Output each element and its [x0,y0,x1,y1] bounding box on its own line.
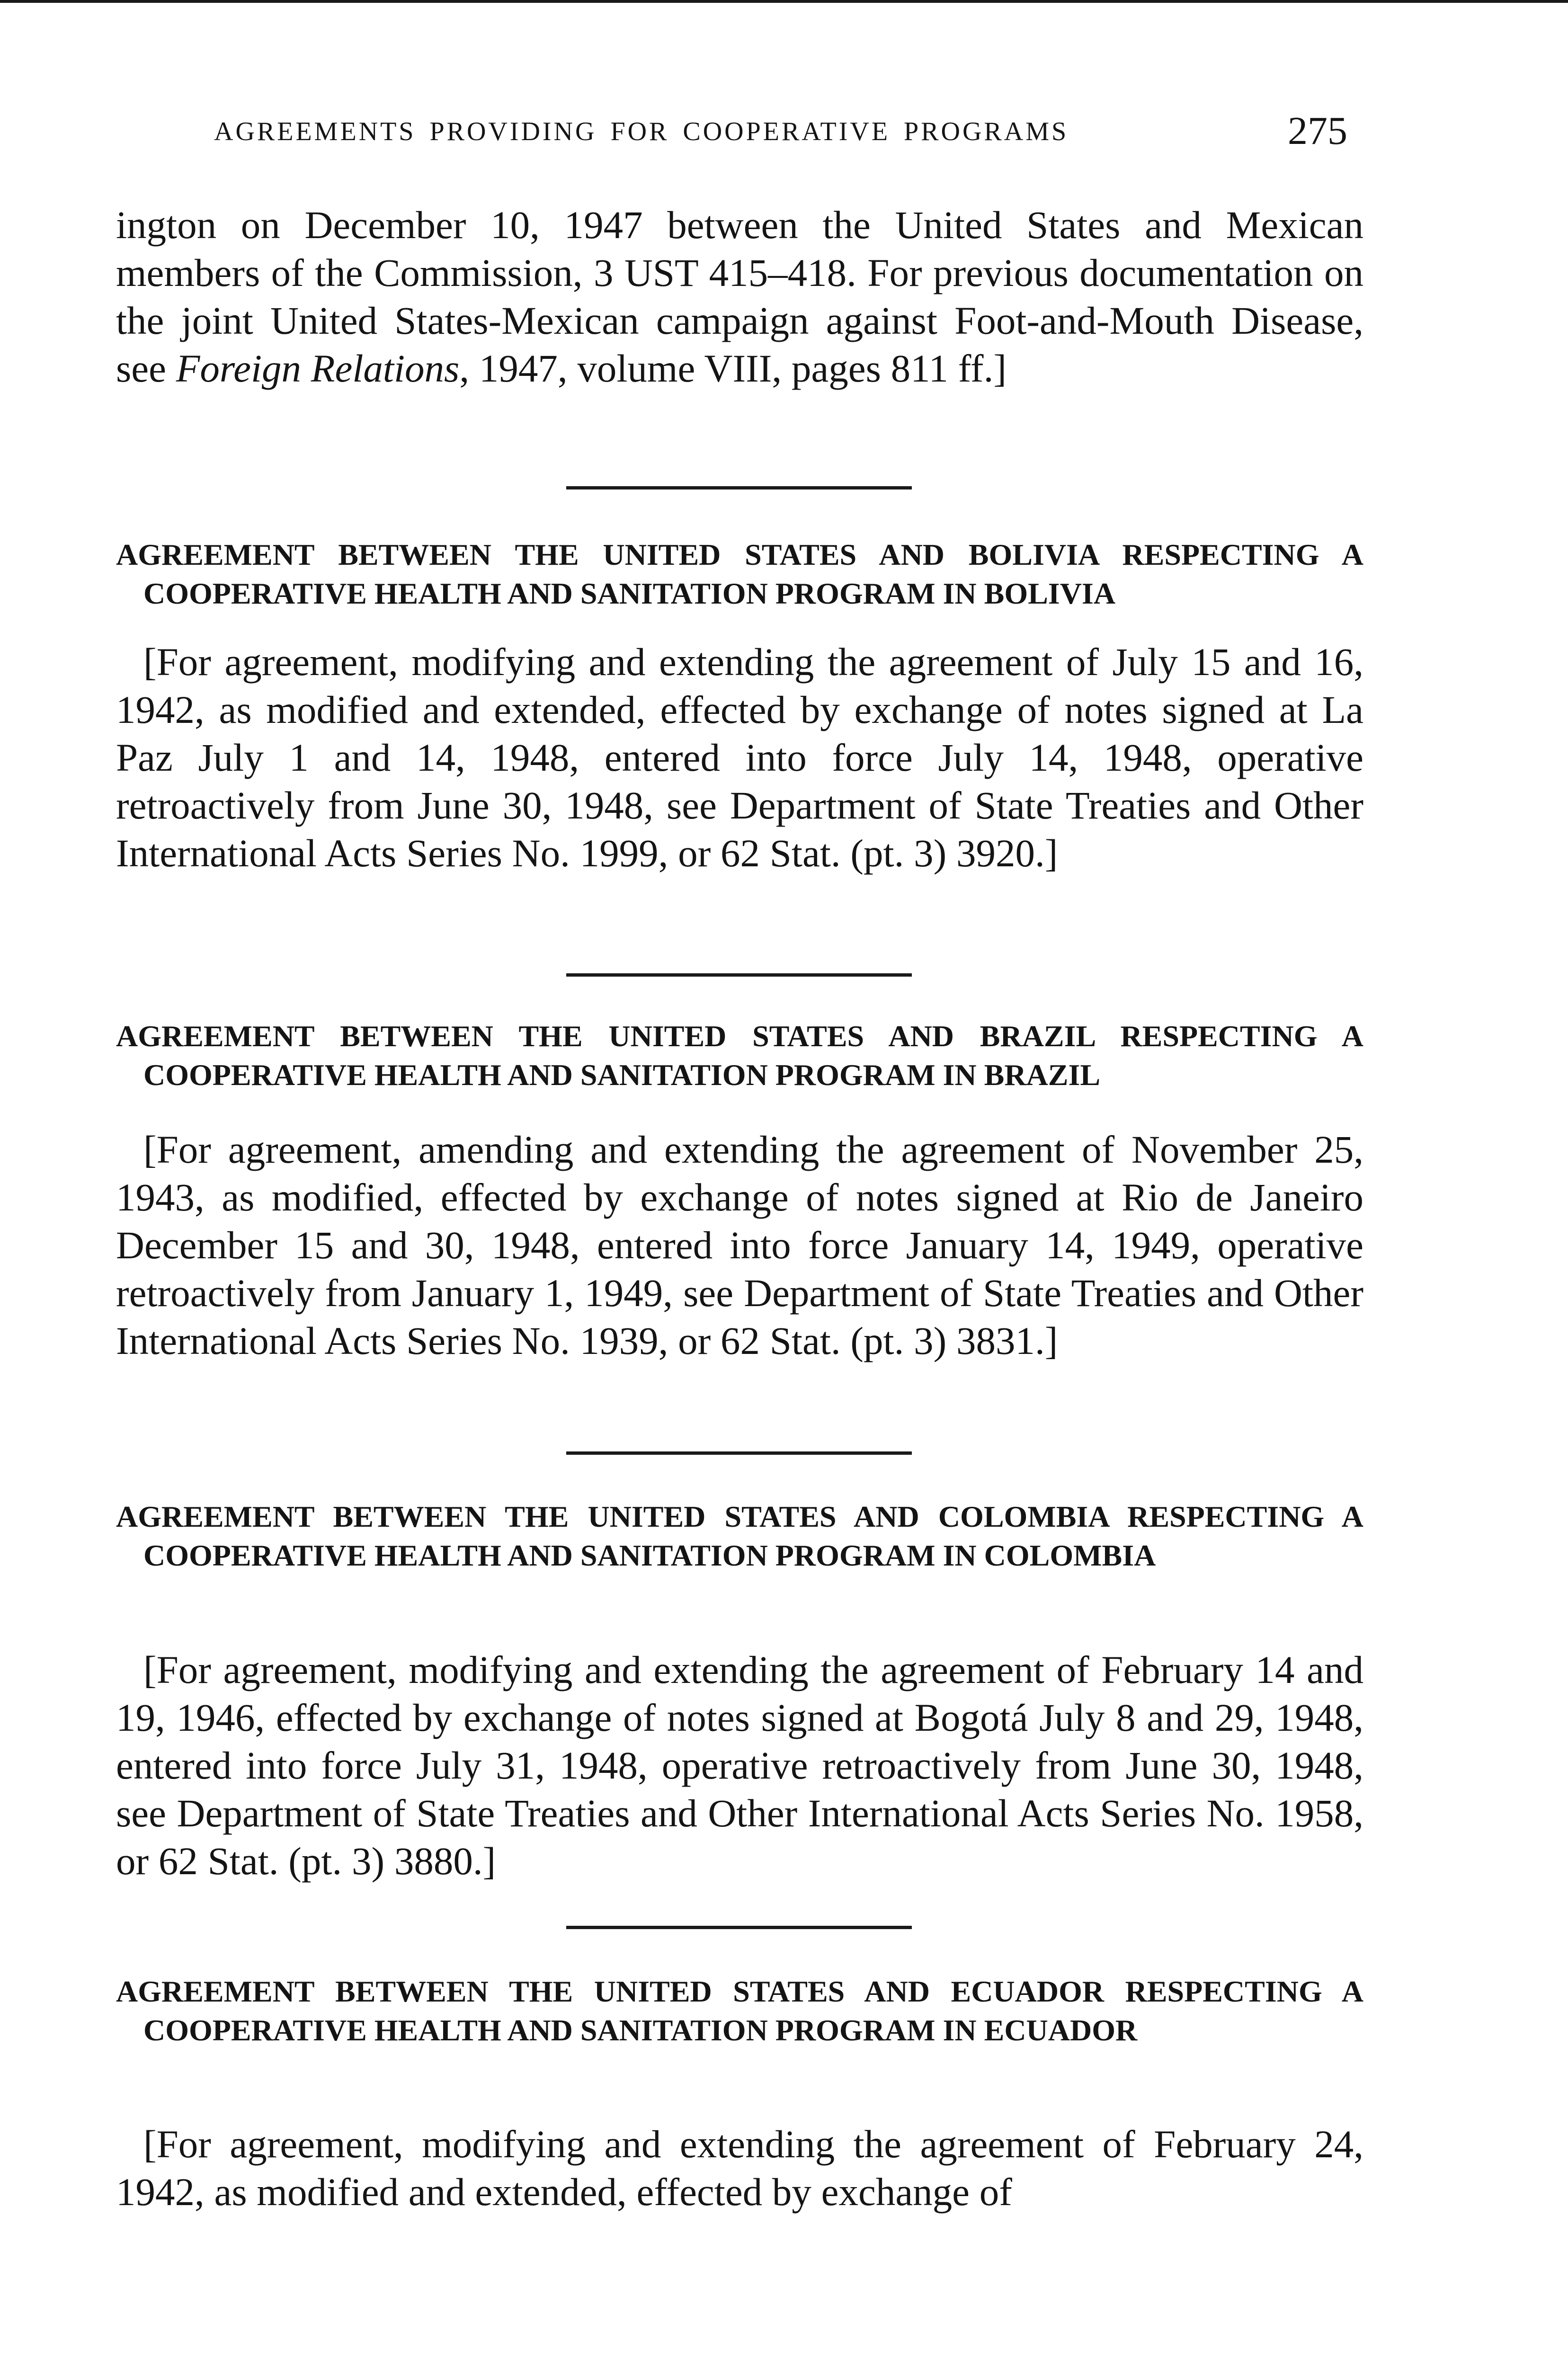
section-rule [566,1926,912,1929]
page-number: 275 [1288,109,1347,153]
section-body-brazil: [For agreement, amending and extending the agreement of November 25, 1943, as modified, effected by exchange of notes signed at Rio de Janeiro December 15 and 30, 1948, entered into force January 14, 1949, operative retroactively from January 1, 1949, see Department of State Treaties and Other International Acts Series No. 1939, or 62 Stat. (pt. 3) 3831.] [116,1128,1363,1362]
section-rule [566,973,912,977]
section-body-bolivia: [For agreement, modifying and extending the agreement of July 15 and 16, 1942, as modified and extended, effected by exchange of notes signed at La Paz July 1 and 14, 1948, entered into force July 14, 1948, operative retroactively from June 30, 1948, see Department of State Treaties and Other International Acts Series No. 1999, or 62 Stat. (pt. 3) 3920.] [116,640,1363,875]
italic-title: Foreign Relations [176,347,460,390]
section-heading-colombia: AGREEMENT BETWEEN THE UNITED STATES AND COLOMBIA RESPECTING A COOPERATIVE HEALTH AND SANITATION PROGRAM IN COLOMBIA [116,1500,1363,1572]
section-heading-bolivia: AGREEMENT BETWEEN THE UNITED STATES AND BOLIVIA RESPECTING A COOPERATIVE HEALTH AND SANITATION PROGRAM IN BOLIVIA [116,538,1363,610]
continuation-paragraph [116,201,1363,392]
section-rule [566,486,912,489]
continuation-text-end: , 1947, volume VIII, pages 811 ff.] [459,347,1007,390]
section-body-ecuador: [For agreement, modifying and extending the agreement of February 24, 1942, as modified and extended, effected by exchange of [116,2122,1363,2214]
section-body-colombia: [For agreement, modifying and extending the agreement of February 14 and 19, 1946, effected by exchange of notes signed at Bogotá July 8 and 29, 1948, entered into force July 31, 1948, operative retroactively from June 30, 1948, see Department of State Treaties and Other International Acts Series No. 1958, or 62 Stat. (pt. 3) 3880.] [116,1648,1363,1883]
section-rule [566,1451,912,1455]
running-head: AGREEMENTS PROVIDING FOR COOPERATIVE PROGRAMS [214,117,1069,146]
top-border [0,0,1568,3]
section-heading-ecuador: AGREEMENT BETWEEN THE UNITED STATES AND ECUADOR RESPECTING A COOPERATIVE HEALTH AND SANITATION PROGRAM IN ECUADOR [116,1975,1363,2047]
continuation-text: ington on December 10, 1947 between the United States and Mexican members of the Commission, 3 UST 415–418. For previous documentation on the joint United States-Mexican campaign against Foot-and-Mouth Disease, see [116,203,1363,390]
section-heading-brazil: AGREEMENT BETWEEN THE UNITED STATES AND BRAZIL RESPECTING A COOPERATIVE HEALTH AND SANITATION PROGRAM IN BRAZIL [116,1019,1363,1092]
